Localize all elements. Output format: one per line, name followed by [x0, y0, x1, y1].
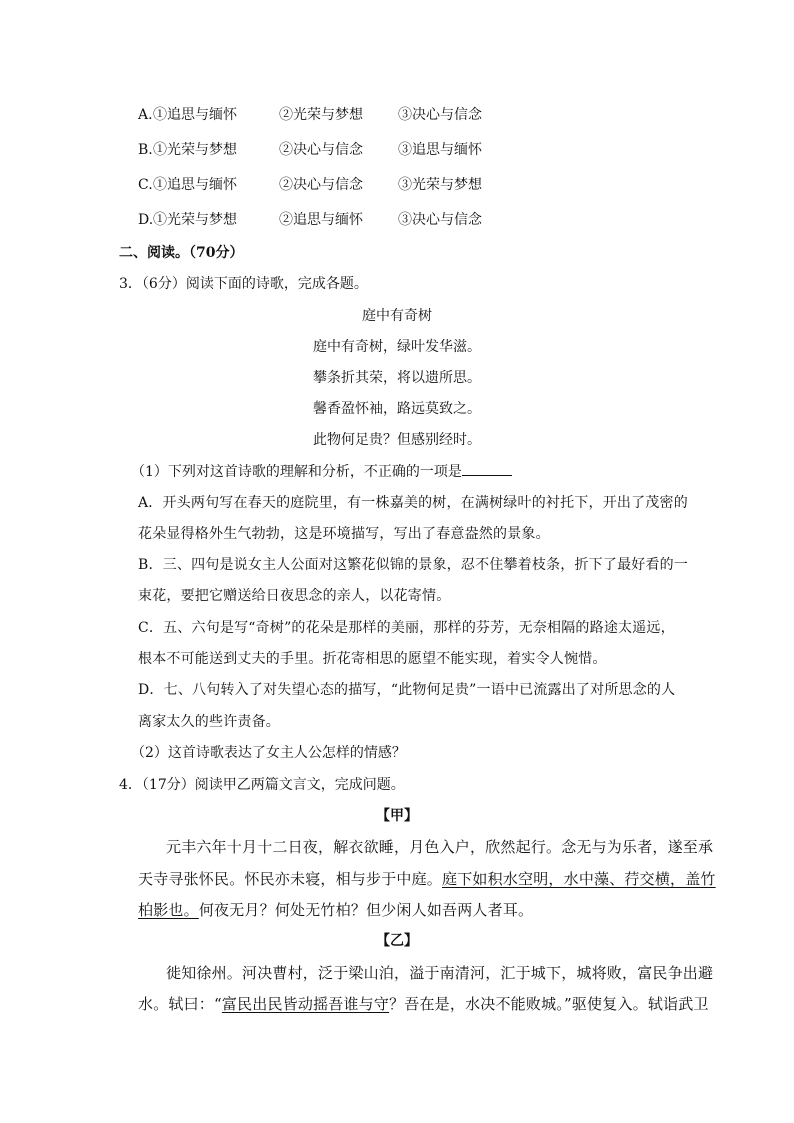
- choice-a-line-2: 花朵显得格外生气勃勃，这是环境描写，写出了春意盎然的景象。: [138, 526, 550, 542]
- option-c-choice-3: ③光荣与梦想: [398, 177, 482, 193]
- subquestion-1-text: （1）下列对这首诗歌的理解和分析，不正确的一项是: [131, 464, 462, 480]
- passage-jia-line-3-text: 何夜无月？何处无竹柏？但少闲人如吾两人者耳。: [198, 901, 534, 919]
- choice-d-line-2: 离家太久的些许责备。: [138, 714, 280, 730]
- question-3-intro: 3．（6分）阅读下面的诗歌，完成各题。: [119, 276, 368, 292]
- option-a-choice-3: ③决心与信念: [398, 107, 482, 123]
- option-a-label: A.: [138, 107, 153, 123]
- passage-yi-line-2-text-b: ？吾在是，水决不能败城。”驱使复入。轼诣武卫: [389, 995, 709, 1013]
- choice-b-line-2: 束花，要把它赠送给日夜思念的亲人，以花寄情。: [138, 588, 451, 604]
- poem-line-1: 庭中有奇树，绿叶发华滋。: [313, 339, 481, 355]
- option-c-choice-1: ①追思与缅怀: [153, 177, 237, 193]
- passage-jia-line-3: [138, 901, 533, 919]
- choice-a-line-1: A．开头两句写在春天的庭院里，有一株嘉美的树，在满树绿叶的衬托下，开出了茂密的: [138, 495, 688, 511]
- answer-blank: [462, 463, 512, 476]
- poem-title: 庭中有奇树: [362, 308, 432, 324]
- passage-yi-line-2-text-a: 水。轼曰：“: [138, 995, 222, 1013]
- option-a-choice-1: ①追思与缅怀: [153, 107, 237, 123]
- passage-yi-line-1: 徙知徐州。河决曹村，泛于梁山泊，溢于南清河，汇于城下，城将败，富民争出避: [166, 964, 714, 982]
- option-d-label: D.: [138, 212, 154, 228]
- subquestion-1: [131, 463, 512, 481]
- option-b-label: B.: [138, 142, 153, 158]
- passage-jia-line-2: [138, 870, 716, 888]
- option-a-choice-2: ②光荣与梦想: [279, 107, 363, 123]
- option-d-choice-2: ②追思与缅怀: [279, 212, 363, 228]
- passage-jia-line-2-text: 天寺寻张怀民。怀民亦未寝，相与步于中庭。: [138, 870, 443, 888]
- poem-line-2: 攀条折其荣，将以遗所思。: [313, 370, 481, 386]
- choice-b-line-1: B．三、四句是说女主人公面对这繁花似锦的景象，忍不住攀着枝条，折下了最好看的一: [138, 557, 689, 573]
- option-b-choice-3: ③追思与缅怀: [398, 142, 482, 158]
- choice-c-line-2: 根本不可能送到丈夫的手里。折花寄相思的愿望不能实现，着实令人惋惜。: [138, 651, 607, 667]
- option-d-choice-1: ①光荣与梦想: [153, 212, 237, 228]
- poem-line-3: 馨香盈怀袖，路远莫致之。: [313, 401, 481, 417]
- option-c-choice-2: ②决心与信念: [279, 177, 363, 193]
- passage-jia-title: 【甲】: [376, 808, 418, 824]
- choice-c-line-1: C．五、六句是写“奇树”的花朵是那样的美丽，那样的芬芳，无奈相隔的路途太遥远，: [138, 620, 675, 636]
- option-c-label: C.: [138, 177, 153, 193]
- subquestion-2: （2）这首诗歌表达了女主人公怎样的情感？: [131, 745, 406, 761]
- question-4-intro: 4．（17分）阅读甲乙两篇文言文，完成问题。: [119, 777, 405, 793]
- passage-yi-line-2: [138, 995, 709, 1013]
- choice-d-line-1: D．七、八句转入了对失望心态的描写，“此物何足贵”一语中已流露出了对所思念的人: [138, 682, 676, 698]
- passage-yi-title: 【乙】: [376, 933, 418, 949]
- option-b-choice-1: ①光荣与梦想: [153, 142, 237, 158]
- option-b-choice-2: ②决心与信念: [279, 142, 363, 158]
- passage-jia-underlined-1: 庭下如积水空明，水中藻、荇交横，盖竹: [442, 870, 716, 888]
- passage-yi-underlined: 富民出民皆动摇吾谁与守: [221, 995, 390, 1013]
- section-heading: 二、阅读。（70分）: [119, 245, 244, 261]
- option-d-choice-3: ③决心与信念: [398, 212, 482, 228]
- poem-line-4: 此物何足贵？但感别经时。: [313, 432, 481, 448]
- passage-jia-line-1: 元丰六年十月十二日夜，解衣欲睡，月色入户，欣然起行。念无与为乐者，遂至承: [166, 838, 714, 856]
- passage-jia-underlined-2: 柏影也。: [138, 901, 199, 919]
